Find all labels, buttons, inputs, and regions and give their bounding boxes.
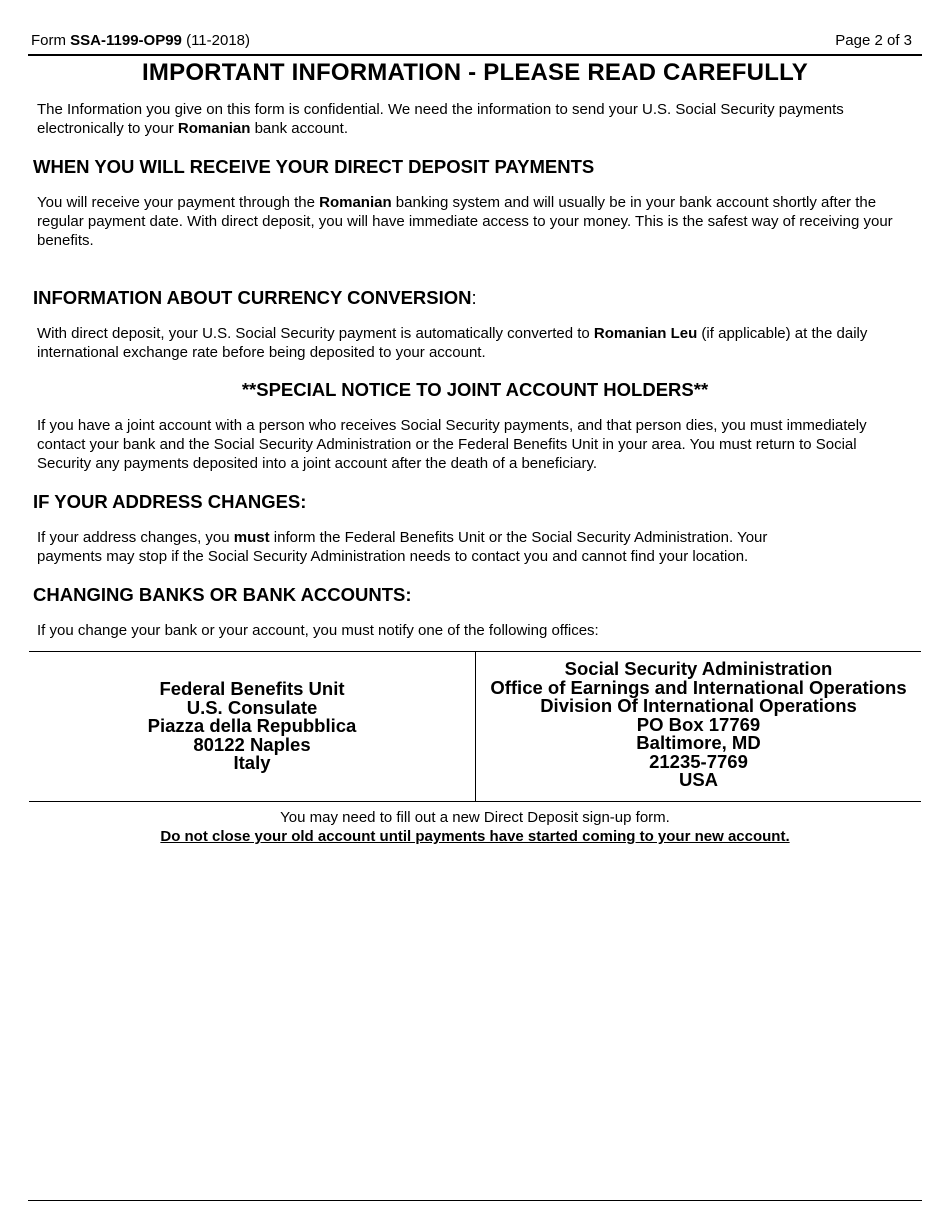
joint-account-paragraph: If you have a joint account with a person who receives Social Security payments, and that person dies, you must immediately contact your bank and the Social Security Administration or the Federal Benefits Unit in your area. You must return to Social Security any payments deposited into a joint account after the death of a beneficiary.	[37, 417, 867, 472]
intro-paragraph: The Information you give on this form is confidential. We need the information to send your U.S. Social Security payments electronically to your Romanian bank account.	[37, 101, 844, 137]
receive-paragraph: You will receive your payment through the Romanian banking system and will usually be in your bank account shortly after the regular payment date. With direct deposit, you will have immediate access to your money. This is the safest way of receiving your benefits.	[37, 194, 893, 249]
address-paragraph: If your address changes, you must inform the Federal Benefits Unit or the Social Security Administration. Your payments may stop if the Social Security Administration needs to contact you and cannot find your location.	[37, 529, 768, 565]
receive-heading: WHEN YOU WILL RECEIVE YOUR DIRECT DEPOSIT PAYMENTS	[33, 156, 595, 177]
currency-paragraph: With direct deposit, your U.S. Social Security payment is automatically converted to Romanian Leu (if applicable) at the daily international exchange rate before being deposited to your account.	[37, 325, 868, 361]
address-heading: IF YOUR ADDRESS CHANGES:	[33, 491, 307, 512]
footer-divider	[28, 1200, 922, 1201]
ssa-office-address: Social Security Administration Office of Earnings and International Operations Division Of International Operations PO Box 17769 Baltimore, MD 21235-7769 USA	[490, 658, 907, 790]
currency-heading: INFORMATION ABOUT CURRENCY CONVERSION:	[33, 287, 477, 308]
joint-account-heading: **SPECIAL NOTICE TO JOINT ACCOUNT HOLDERS**	[241, 379, 709, 400]
form-date: (11-2018)	[181, 32, 250, 49]
page-title: IMPORTANT INFORMATION - PLEASE READ CAREFULLY	[142, 59, 808, 86]
page-number: Page 2 of 3	[835, 32, 912, 49]
form-identifier	[31, 32, 250, 49]
new-form-note: You may need to fill out a new Direct Deposit sign-up form.	[280, 809, 670, 826]
old-account-warning: Do not close your old account until payments have started coming to your new account.	[160, 828, 790, 845]
federal-benefits-unit-address: Federal Benefits Unit U.S. Consulate Piazza della Repubblica 80122 Naples Italy	[29, 652, 476, 801]
form-prefix: Form	[31, 32, 71, 49]
header-divider	[28, 54, 922, 56]
offices-table	[29, 651, 921, 802]
banks-heading: CHANGING BANKS OR BANK ACCOUNTS:	[33, 584, 412, 605]
banks-paragraph: If you change your bank or your account, you must notify one of the following offices:	[37, 622, 599, 639]
form-code: SSA-1199-OP99	[70, 32, 182, 49]
